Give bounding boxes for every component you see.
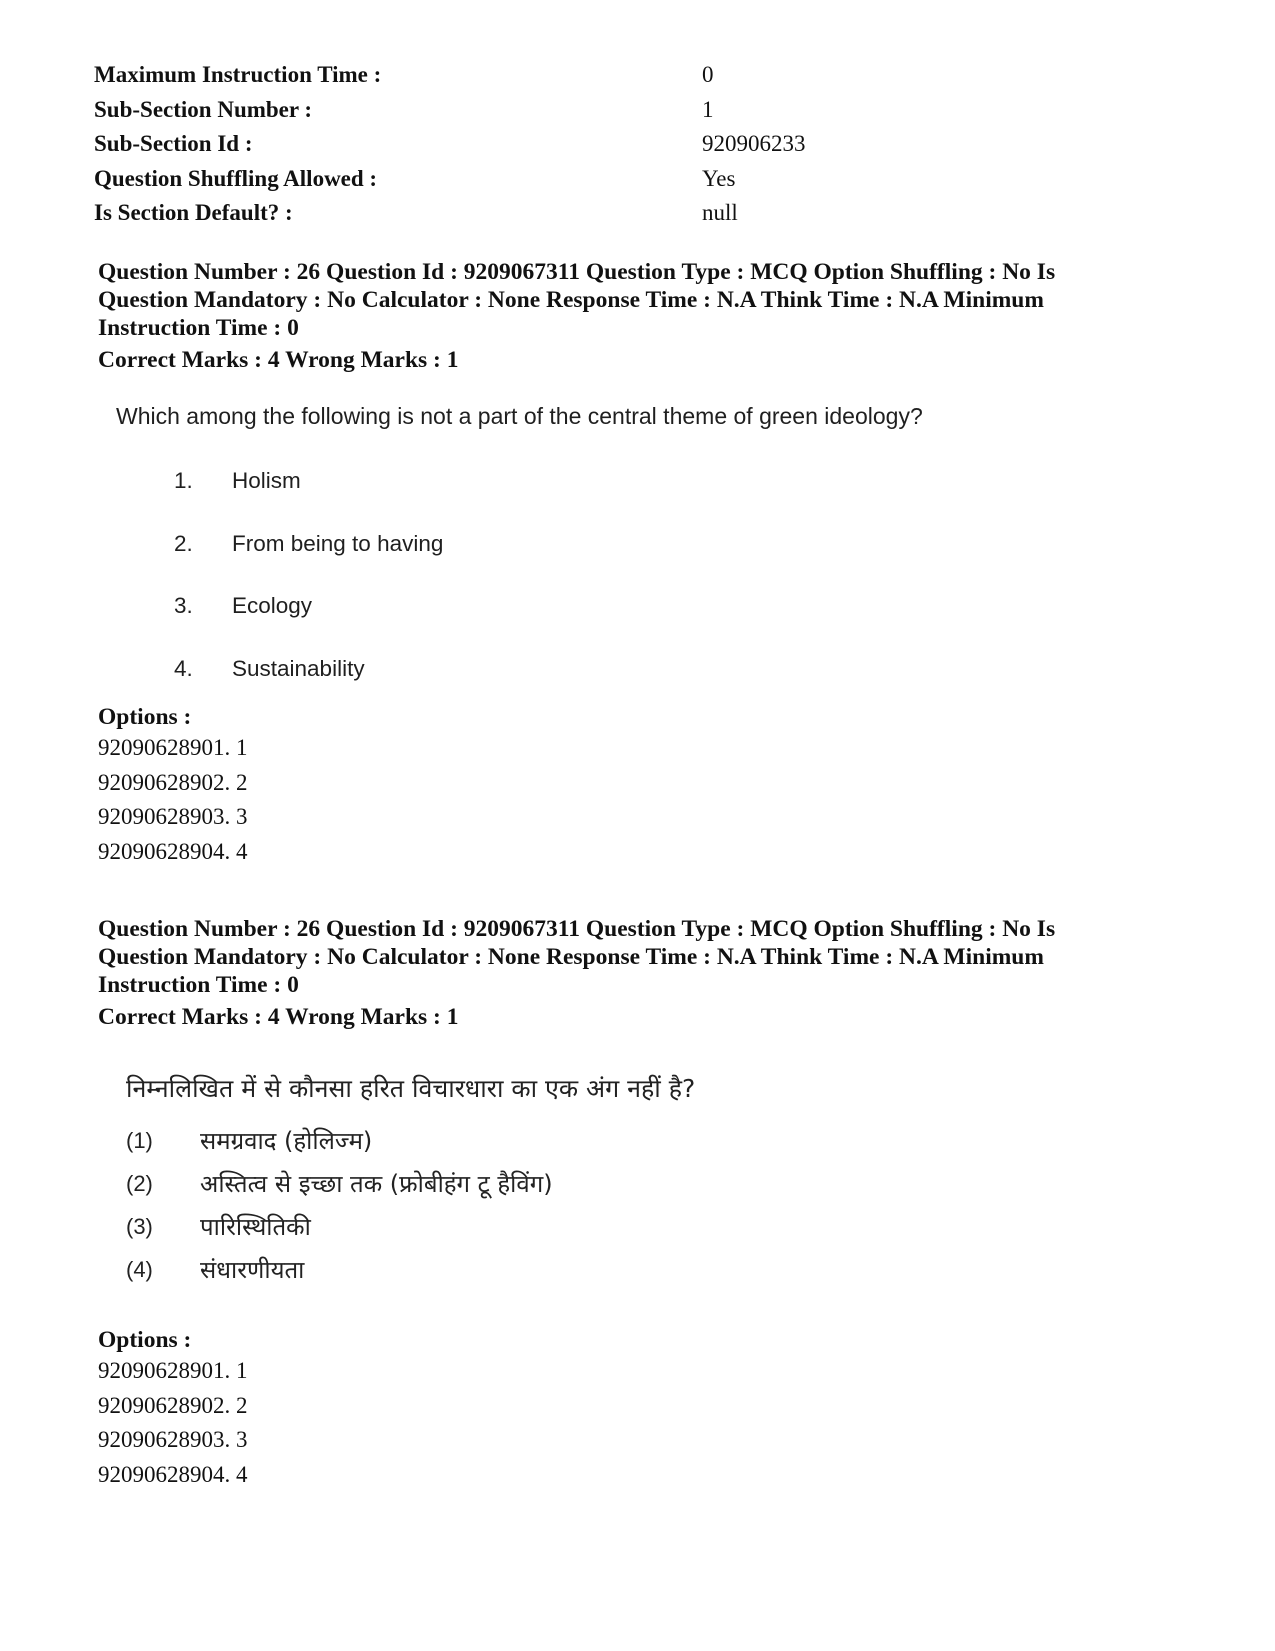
question-options-list xyxy=(98,450,1148,700)
meta-row-max-instruction-time xyxy=(94,58,854,93)
option-number: 4. xyxy=(174,655,193,681)
option-text: संधारणीयता xyxy=(200,1256,305,1284)
meta-row-section-default xyxy=(94,196,854,231)
answer-id-line: 92090628903. 3 xyxy=(98,1427,248,1452)
meta-value: 920906233 xyxy=(702,131,806,157)
meta-label: Question Shuffling Allowed : xyxy=(94,165,378,191)
answer-id-line: 92090628904. 4 xyxy=(98,838,248,864)
meta-row-question-shuffling xyxy=(94,162,854,197)
answer-id-line: 92090628903. 3 xyxy=(98,804,248,829)
option-number: (4) xyxy=(126,1256,153,1282)
question-option xyxy=(98,1205,1148,1248)
question-option xyxy=(98,1119,1148,1162)
answer-ids-list xyxy=(98,731,1148,869)
question-option xyxy=(98,450,1148,513)
question-body xyxy=(98,1071,1148,1291)
question-body xyxy=(98,403,1148,700)
meta-label: Is Section Default? : xyxy=(94,200,293,226)
answer-id-line: 92090628901. 1 xyxy=(98,735,248,760)
option-text: Sustainability xyxy=(232,655,365,681)
option-text: समग्रवाद (होलिज्म) xyxy=(200,1127,373,1155)
options-title: Options : xyxy=(98,1327,192,1353)
question-header-line: Question Number : 26 Question Id : 9209067311 Question Type : MCQ Option Shuffling : No Is xyxy=(98,916,1056,942)
meta-label: Sub-Section Id : xyxy=(94,131,253,157)
answer-ids-list xyxy=(98,1354,1148,1492)
question-header xyxy=(98,258,1148,342)
meta-row-sub-section-id xyxy=(94,127,854,162)
answer-id-line: 92090628901. 1 xyxy=(98,1358,248,1383)
meta-row-sub-section-number xyxy=(94,93,854,128)
option-number: (2) xyxy=(126,1170,153,1196)
question-header-line: Question Mandatory : No Calculator : None Response Time : N.A Think Time : N.A Minimum xyxy=(98,287,1044,313)
meta-value: 0 xyxy=(702,62,714,88)
answer-id-line: 92090628902. 2 xyxy=(98,1392,248,1418)
meta-label: Sub-Section Number : xyxy=(94,96,313,122)
option-number: 3. xyxy=(174,593,193,619)
marks-line: Correct Marks : 4 Wrong Marks : 1 xyxy=(98,347,459,373)
meta-label: Maximum Instruction Time : xyxy=(94,62,382,88)
meta-value: null xyxy=(702,200,738,226)
question-option xyxy=(98,1162,1148,1205)
section-meta-table xyxy=(94,58,854,231)
question-header-line: Question Number : 26 Question Id : 9209067311 Question Type : MCQ Option Shuffling : No Is xyxy=(98,259,1056,285)
answer-id-line: 92090628902. 2 xyxy=(98,769,248,795)
question-stem: निम्नलिखित में से कौनसा हरित विचारधारा का एक अंग नहीं है? xyxy=(126,1074,696,1103)
option-number: (3) xyxy=(126,1213,153,1239)
question-block-english xyxy=(98,258,1148,869)
question-header-line: Question Mandatory : No Calculator : None Response Time : N.A Think Time : N.A Minimum xyxy=(98,944,1044,970)
option-text: पारिस्थितिकी xyxy=(200,1213,311,1241)
question-option xyxy=(98,575,1148,638)
option-text: Holism xyxy=(232,468,301,494)
options-title: Options : xyxy=(98,704,192,730)
meta-value: 1 xyxy=(702,96,714,122)
question-stem: Which among the following is not a part of the central theme of green ideology? xyxy=(116,403,923,429)
option-text: अस्तित्व से इच्छा तक (फ्रोबीहंग टू हैविंग) xyxy=(200,1170,553,1198)
question-option xyxy=(98,1248,1148,1291)
question-option xyxy=(98,513,1148,576)
question-header-line: Instruction Time : 0 xyxy=(98,315,299,341)
option-number: 2. xyxy=(174,530,193,556)
option-number: 1. xyxy=(174,468,193,494)
question-options-list xyxy=(98,1119,1148,1291)
option-text: Ecology xyxy=(232,593,313,619)
option-number: (1) xyxy=(126,1127,153,1153)
question-option xyxy=(98,638,1148,701)
option-text: From being to having xyxy=(232,530,444,556)
meta-value: Yes xyxy=(702,165,736,191)
question-block-hindi xyxy=(98,915,1148,1492)
marks-line: Correct Marks : 4 Wrong Marks : 1 xyxy=(98,1004,459,1030)
answer-id-line: 92090628904. 4 xyxy=(98,1461,248,1487)
question-header-line: Instruction Time : 0 xyxy=(98,972,299,998)
question-header xyxy=(98,915,1148,999)
